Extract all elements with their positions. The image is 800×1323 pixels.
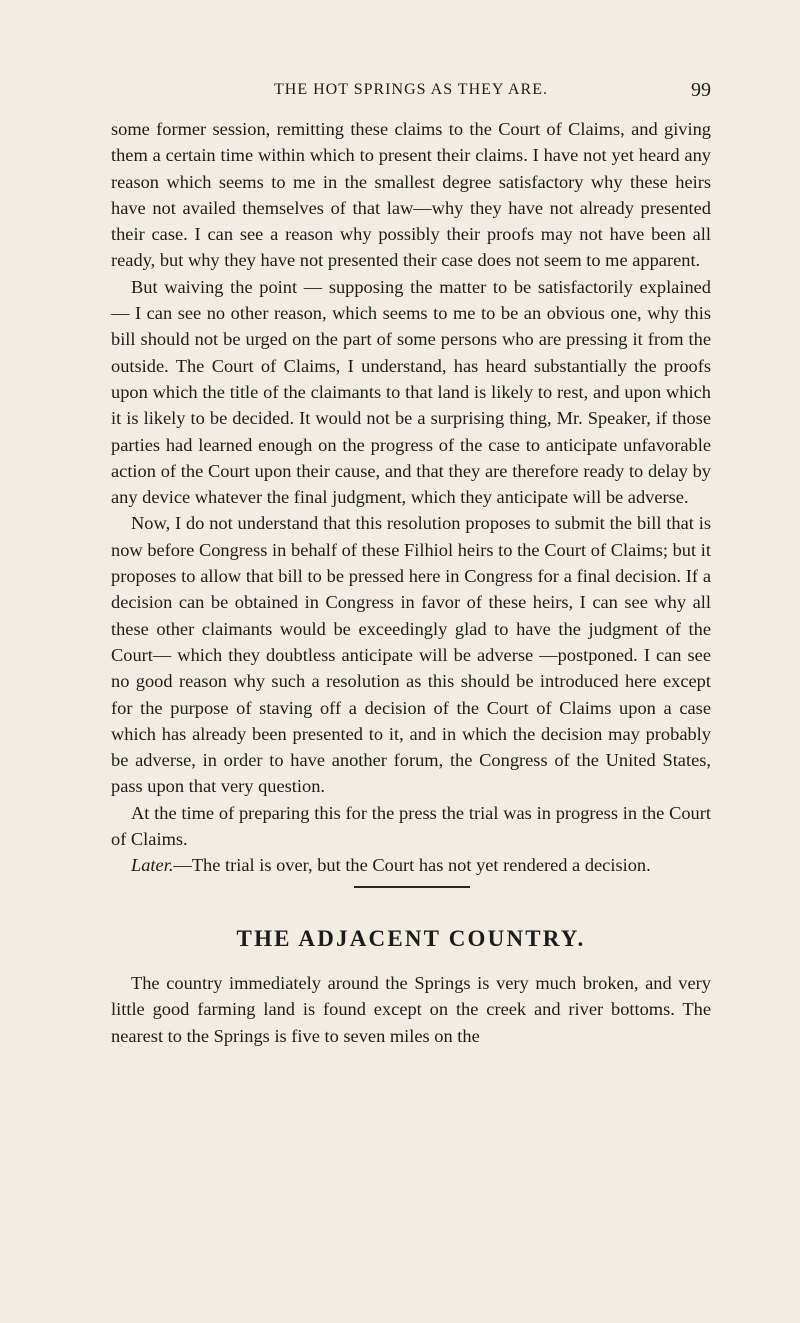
section-paragraph-1: The country immediately around the Springs is very much broken, and very little good farming land is found except on the creek and river bottoms. The nearest to the Springs is five to seven miles on the — [111, 973, 711, 1046]
later-label: Later. — [131, 855, 174, 876]
running-head — [111, 79, 711, 109]
section-heading: THE ADJACENT COUNTRY. — [236, 926, 586, 951]
paragraph-2: But waiving the point — supposing the matter to be satisfactorily explained — I can see no other reason, which seems to me to be an obvious one, why this bill should not be urged on the part of some persons who are pressing it from the outside. The Court of Claims, I understand, has heard substantially the proofs upon which the title of the claimants to that land is likely to rest, and upon which it is likely to be decided. It would not be a surprising thing, Mr. Speaker, if those parties had learned enough on the progress of the case to anticipate unfavorable action of the Court upon their cause, and that they are therefore ready to delay by any device whatever the final judgment, which they anticipate will be adverse. — [111, 276, 711, 508]
later-note-text: —The trial is over, but the Court has not yet rendered a decision. — [173, 855, 651, 876]
page-number: 99 — [691, 79, 711, 101]
paragraph-1: some former session, remitting these claims to the Court of Claims, and giving them a certain time within which to present their claims. I have not yet heard any reason which seems to me in the smallest degree satisfactory why these heirs have not availed themselves of that law—why they have not already presented their case. I can see a reason why possibly their proofs may not have been all ready, but why they have not presented their case does not seem to me apparent. — [111, 119, 711, 271]
paragraph-3: Now, I do not understand that this resolution proposes to submit the bill that is now before Congress in behalf of these Filhiol heirs to the Court of Claims; but it proposes to allow that bill to be pressed here in Congress for a final decision. If a decision can be obtained in Congress in favor of these heirs, I can see why all these other claimants would be exceedingly glad to have the judgment of the Court— which they doubtless anticipate will be adverse —postponed. I can see no good reason why such a resolution as this should be introduced here except for the purpose of staving off a decision of the Court of Claims upon a case which has already been presented to it, and in which the decision may probably be adverse, in order to have another forum, the Congress of the United States, pass upon that very question. — [111, 513, 711, 797]
running-title: THE HOT SPRINGS AS THEY ARE. — [274, 81, 548, 98]
body-text — [111, 116, 711, 879]
section-divider — [354, 886, 470, 888]
section-text — [111, 970, 711, 1049]
later-note — [111, 852, 711, 878]
paragraph-4: At the time of preparing this for the press the trial was in progress in the Court of Claims. — [111, 802, 711, 850]
